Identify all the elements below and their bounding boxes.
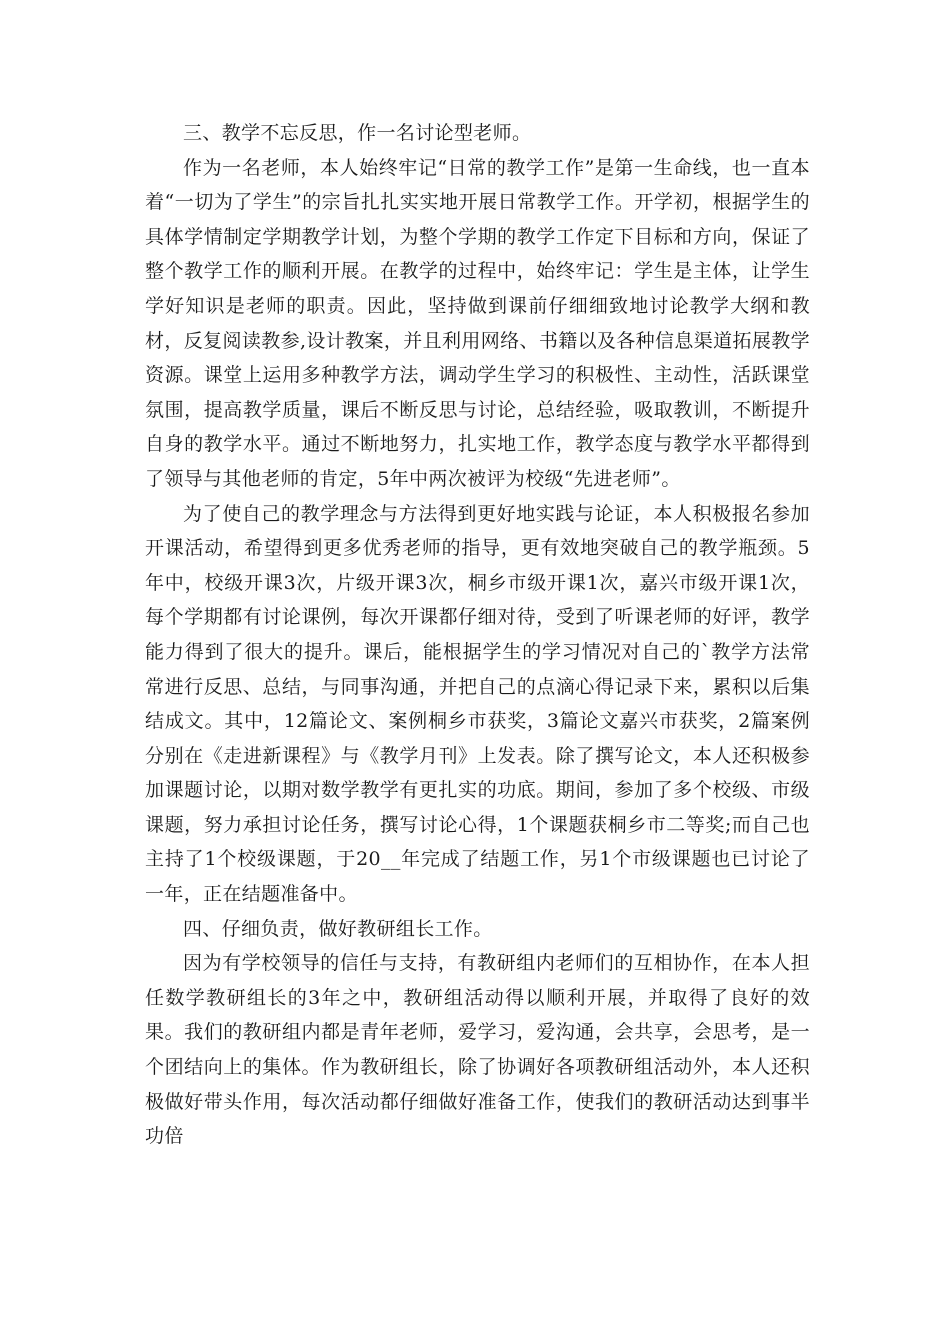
paragraph-open-classes: 为了使自己的教学理念与方法得到更好地实践与论证，本人积极报名参加开课活动，希望得到更多优秀老师的指导，更有效地突破自己的教学瓶颈。5年中，校级开课3次，片级开课3次，桐乡市级开课1次，嘉兴市级开课1次，每个学期都有讨论课例，每次开课都仔细对待，受到了听课老师的好评，教学能力得到了很大的提升。课后，能根据学生的学习情况对自己的`教学方法常常进行反思、总结，与同事沟通，并把自己的点滴心得记录下来，累积以后集结成文。其中，12篇论文、案例桐乡市获奖，3篇论文嘉兴市获奖，2篇案例分别在《走进新课程》与《教学月刊》上发表。除了撰写论文，本人还积极参加课题讨论，以期对数学教学有更扎实的功底。期间，参加了多个校级、市级课题，努力承担讨论任务，撰写讨论心得，1个课题获桐乡市二等奖;而自己也主持了1个校级课题，于20__年完成了结题工作，另1个市级课题也已讨论了一年，正在结题准备中。	[145, 502, 810, 906]
paragraph-daily-teaching: 作为一名老师，本人始终牢记“日常的教学工作”是第一生命线，也一直本着“一切为了学生”的宗旨扎扎实实地开展日常教学工作。开学初，根据学生的具体学情制定学期教学计划，为整个学期的教学工作定下目标和方向，保证了整个教学工作的顺利开展。在教学的过程中，始终牢记：学生是主体，让学生学好知识是老师的职责。因此，坚持做到课前仔细细致地讨论教学大纲和教材，反复阅读教参,设计教案，并且利用网络、书籍以及各种信息渠道拓展教学资源。课堂上运用多种教学方法，调动学生学习的积极性、主动性，活跃课堂氛围，提高教学质量，课后不断反思与讨论，总结经验，吸取教训，不断提升自身的教学水平。通过不断地努力，扎实地工作，教学态度与教学水平都得到了领导与其他老师的肯定，5年中两次被评为校级“先进老师”。	[145, 156, 810, 490]
section-heading-research-group: 四、仔细负责，做好教研组长工作。	[183, 917, 493, 940]
paragraph-research-group-work: 因为有学校领导的信任与支持，有教研组内老师们的互相协作，在本人担任数学教研组长的3年之中，教研组活动得以顺利开展，并取得了良好的效果。我们的教研组内都是青年老师，爱学习，爱沟通，会共享，会思考，是一个团结向上的集体。作为教研组长，除了协调好各项教研组活动外，本人还积极做好带头作用，每次活动都仔细做好准备工作，使我们的教研活动达到事半功倍	[145, 952, 810, 1148]
section-heading-reflection: 三、教学不忘反思，作一名讨论型老师。	[183, 122, 532, 144]
document-body	[145, 116, 810, 1154]
